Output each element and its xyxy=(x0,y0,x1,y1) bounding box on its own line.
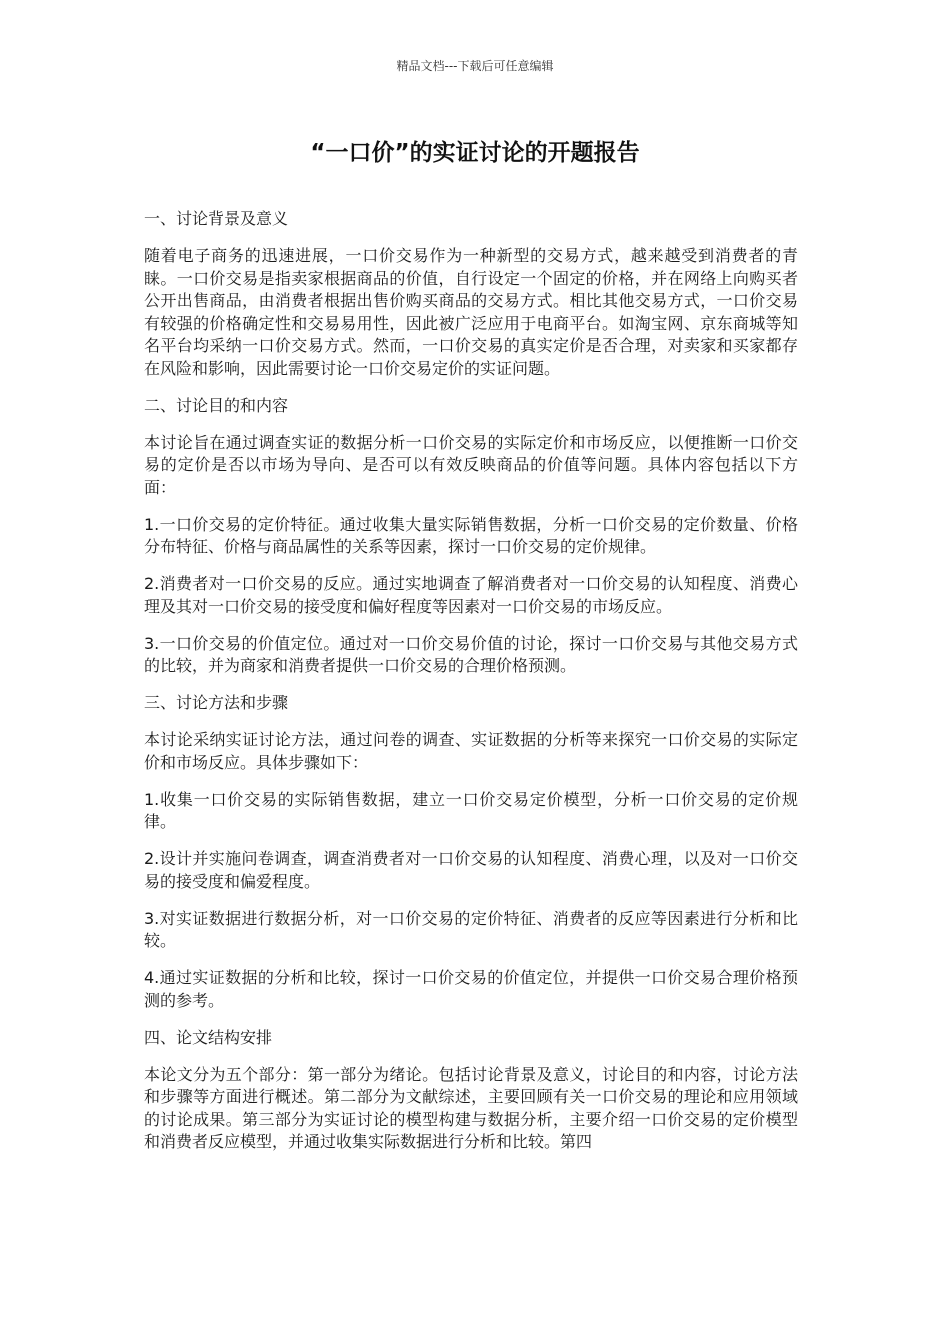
paragraph: 2.消费者对一口价交易的反应。通过实地调查了解消费者对一口价交易的认知程度、消费心理及其对一口价交易的接受度和偏好程度等因素对一口价交易的市场反应。 xyxy=(144,574,798,616)
section-heading: 二、讨论目的和内容 xyxy=(144,395,289,415)
document-body xyxy=(144,208,798,1168)
paragraph: 1.一口价交易的定价特征。通过收集大量实际销售数据，分析一口价交易的定价数量、价格分布特征、价格与商品属性的关系等因素，探讨一口价交易的定价规律。 xyxy=(144,514,798,556)
paragraph: 本讨论旨在通过调查实证的数据分析一口价交易的实际定价和市场反应，以便推断一口价交易的定价是否以市场为导向、是否可以有效反映商品的价值等问题。具体内容包括以下方面： xyxy=(144,432,798,497)
section-heading: 四、论文结构安排 xyxy=(144,1027,273,1047)
paragraph: 3.对实证数据进行数据分析，对一口价交易的定价特征、消费者的反应等因素进行分析和比较。 xyxy=(144,908,798,950)
paragraph: 3.一口价交易的价值定位。通过对一口价交易价值的讨论，探讨一口价交易与其他交易方式的比较，并为商家和消费者提供一口价交易的合理价格预测。 xyxy=(144,633,798,675)
paragraph: 本讨论采纳实证讨论方法，通过问卷的调查、实证数据的分析等来探究一口价交易的实际定价和市场反应。具体步骤如下： xyxy=(144,730,798,772)
paragraph: 4.通过实证数据的分析和比较，探讨一口价交易的价值定位，并提供一口价交易合理价格预测的参考。 xyxy=(144,968,798,1010)
paragraph: 随着电子商务的迅速进展，一口价交易作为一种新型的交易方式，越来越受到消费者的青睐。一口价交易是指卖家根据商品的价值，自行设定一个固定的价格，并在网络上向购买者公开出售商品，由消费者根据出售价购买商品的交易方式。相比其他交易方式，一口价交易有较强的价格确定性和交易易用性，因此被广泛应用于电商平台。如淘宝网、京东商城等知名平台均采纳一口价交易方式。然而，一口价交易的真实定价是否合理，对卖家和买家都存在风险和影响，因此需要讨论一口价交易定价的实证问题。 xyxy=(144,246,798,378)
header-note: 精品文档---下载后可任意编辑 xyxy=(396,59,554,73)
document-title: “一口价”的实证讨论的开题报告 xyxy=(310,140,640,166)
paragraph: 本论文分为五个部分：第一部分为绪论。包括讨论背景及意义，讨论目的和内容，讨论方法和步骤等方面进行概述。第二部分为文献综述，主要回顾有关一口价交易的理论和应用领域的讨论成果。第三部分为实证讨论的模型构建与数据分析，主要介绍一口价交易的定价模型和消费者反应模型，并通过收集实际数据进行分析和比较。第四 xyxy=(144,1064,798,1151)
section-heading: 一、讨论背景及意义 xyxy=(144,209,289,228)
section-heading: 三、讨论方法和步骤 xyxy=(144,693,289,712)
paragraph: 2.设计并实施问卷调查，调查消费者对一口价交易的认知程度、消费心理，以及对一口价交易的接受度和偏爱程度。 xyxy=(144,849,798,891)
paragraph: 1.收集一口价交易的实际销售数据，建立一口价交易定价模型，分析一口价交易的定价规律。 xyxy=(144,789,798,831)
